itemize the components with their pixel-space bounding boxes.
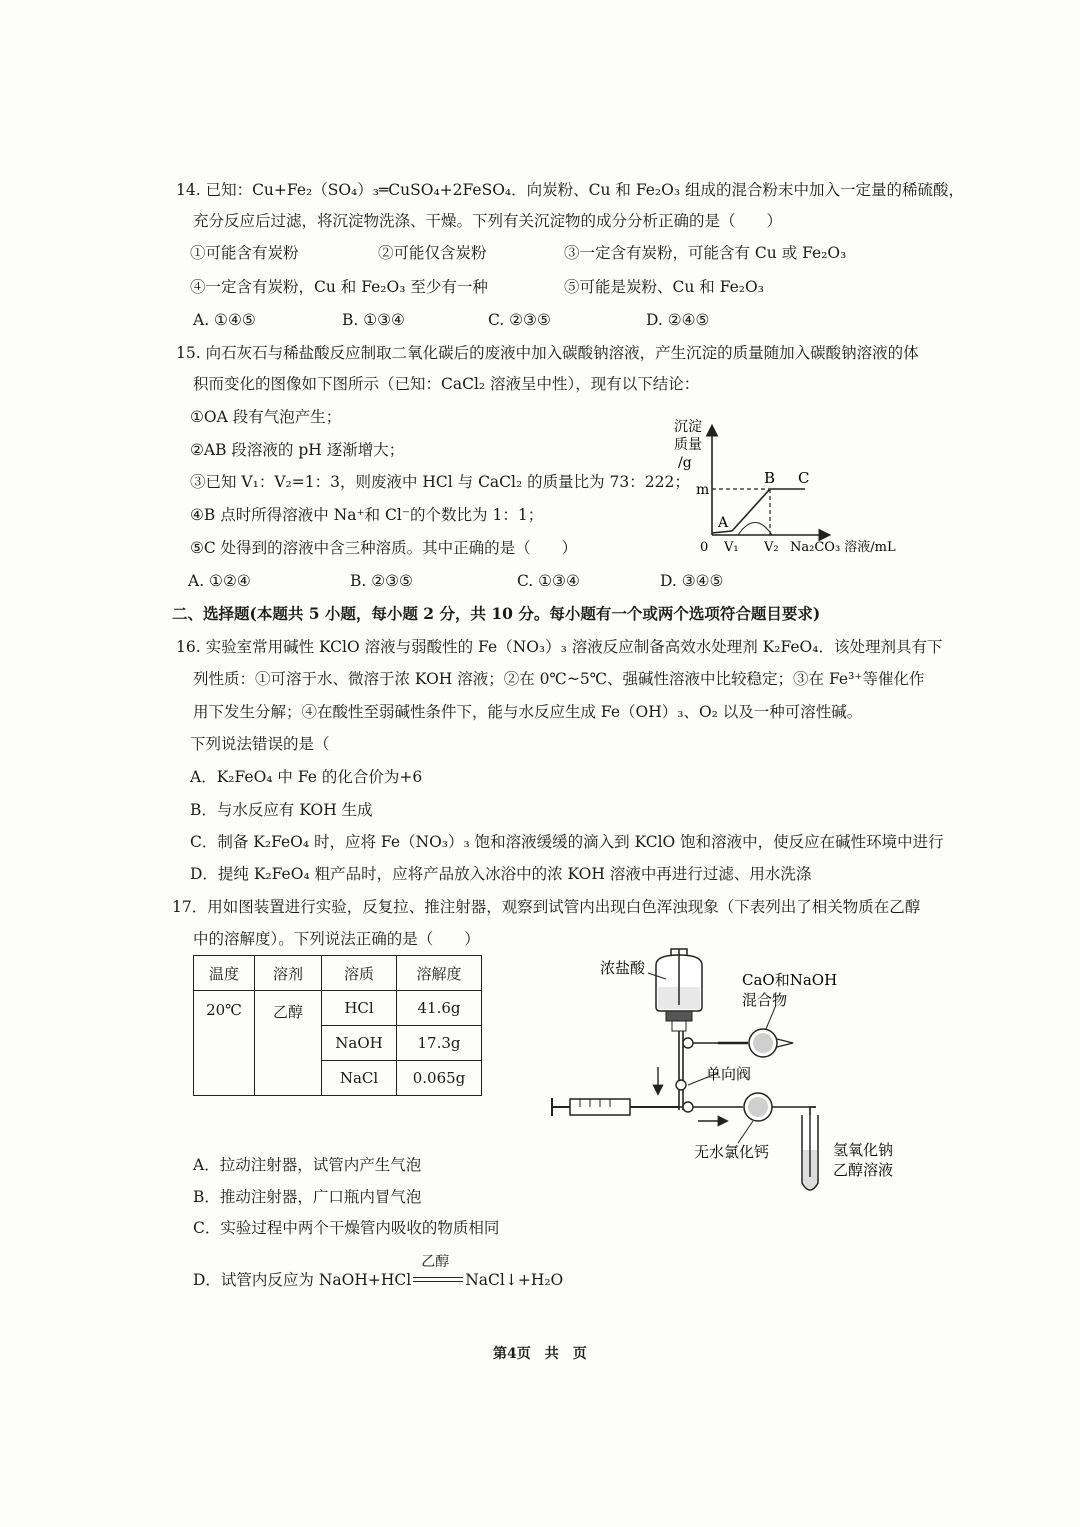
q16-option-a[interactable]: A．K₂FeO₄ 中 Fe 的化合价为+6 [190, 768, 423, 786]
label-drier-1b: 混合物 [742, 991, 788, 1009]
graph-label-b: B [764, 469, 776, 487]
q16-option-b[interactable]: B．与水反应有 KOH 生成 [190, 801, 373, 819]
label-solution-2: 乙醇溶液 [833, 1161, 894, 1179]
header-solvent: 溶剂 [255, 956, 322, 991]
q16-option-c[interactable]: C．制备 K₂FeO₄ 时，应将 Fe（NO₃）₃ 饱和溶液缓缓的滴入到 KClO 饱和溶液中，使反应在碱性环境中进行 [190, 833, 944, 851]
v-arc [738, 523, 772, 536]
q15-option-b[interactable]: B. ②③⑤ [350, 572, 413, 590]
q14-statement-3: ③一定含有炭粉，可能含有 Cu 或 Fe₂O₃ [564, 244, 847, 262]
reaction-condition-arrow [411, 1254, 465, 1290]
syringe[interactable] [552, 1098, 679, 1116]
q15-stem-line2: 积而变化的图像如下图所示（已知：CaCl₂ 溶液呈中性），现有以下结论： [193, 375, 700, 393]
hcl-bottle [656, 949, 702, 1031]
drying-tube-1 [718, 1029, 793, 1057]
q16-stem-line4: 下列说法错误的是（ [190, 735, 330, 753]
q17-option-d-right: NaCl↓+H₂O [465, 1271, 564, 1289]
cell-solubility: 17.3g [397, 1026, 482, 1061]
q17-option-b[interactable]: B．推动注射器，广口瓶内冒气泡 [193, 1188, 422, 1206]
header-solubility: 溶解度 [397, 956, 482, 991]
graph-ylabel-2: 质量 [674, 437, 702, 453]
label-conc-hcl: 浓盐酸 [600, 959, 646, 977]
q15-option-d[interactable]: D. ③④⑤ [660, 572, 724, 590]
q14-option-a[interactable]: A. ①④⑤ [193, 311, 256, 329]
q17-option-d-left: D．试管内反应为 NaOH+HCl [193, 1271, 412, 1289]
solubility-table [193, 955, 482, 1096]
valve-icon [676, 1080, 686, 1090]
label-drier-1a: CaO和NaOH [742, 971, 838, 989]
q16-option-d[interactable]: D．提纯 K₂FeO₄ 粗产品时，应将产品放入冰浴中的浓 KOH 溶液中再进行过滤、用水洗涤 [190, 865, 812, 883]
q15-precipitate-graph [660, 405, 900, 565]
q15-option-c[interactable]: C. ①③④ [517, 572, 580, 590]
curve-ab [732, 489, 770, 531]
graph-label-m: m [696, 482, 710, 498]
q15-conclusion-1: ①OA 段有气泡产生； [190, 408, 342, 426]
page-footer: 第4页 共 页 [493, 1346, 587, 1362]
q14-option-d[interactable]: D. ②④⑤ [646, 311, 710, 329]
q17-option-d[interactable] [193, 1254, 564, 1290]
q16-stem-line3: 用下发生分解；④在酸性至弱碱性条件下，能与水反应生成 Fe（OH）₃、O₂ 以及一种可溶性碱。 [193, 703, 863, 721]
q14-option-c[interactable]: C. ②③⑤ [488, 311, 551, 329]
cell-solvent: 乙醇 [255, 991, 322, 1096]
q17-stem-line2: 中的溶解度）。下列说法正确的是（ ） [193, 930, 480, 948]
cell-solute: HCl [322, 991, 397, 1026]
q14-statement-1: ①可能含有炭粉 [190, 244, 299, 262]
q17-option-a[interactable]: A．拉动注射器，试管内产生气泡 [193, 1156, 422, 1174]
valve-icon [683, 1102, 693, 1112]
q15-option-a[interactable]: A. ①②④ [188, 572, 251, 590]
header-solute: 溶质 [322, 956, 397, 991]
cell-solute: NaOH [322, 1026, 397, 1061]
q16-stem-line2: 列性质：①可溶于水、微溶于浓 KOH 溶液；②在 0℃~5℃、强碱性溶液中比较稳定；③在 Fe³⁺等催化作 [193, 670, 925, 688]
q17-apparatus-diagram [548, 935, 918, 1205]
q14-statement-2: ②可能仅含炭粉 [378, 244, 487, 262]
valve-icon [683, 1038, 693, 1048]
cell-solubility: 41.6g [397, 991, 482, 1026]
graph-label-a: A [718, 515, 729, 531]
label-solution-1: 氢氧化钠 [833, 1141, 894, 1159]
cell-temperature: 20℃ [194, 991, 255, 1096]
q14-statement-4: ④一定含有炭粉，Cu 和 Fe₂O₃ 至少有一种 [190, 278, 488, 296]
q17-stem-line1: 17．用如图装置进行实验，反复拉、推注射器，观察到试管内出现白色浑浊现象（下表列出了相关物质在乙醇 [172, 898, 921, 916]
q14-statement-5: ⑤可能是炭粉、Cu 和 Fe₂O₃ [564, 278, 764, 296]
q15-conclusion-5: ⑤C 处得到的溶液中含三种溶质。其中正确的是（ ） [190, 539, 578, 557]
label-check-valve: 单向阀 [706, 1065, 752, 1083]
graph-ylabel-1: 沉淀 [674, 419, 702, 435]
cell-solubility: 0.065g [397, 1061, 482, 1096]
section-2-heading: 二、选择题(本题共 5 小题，每小题 2 分，共 10 分。每小题有一个或两个选项符合题目要求) [172, 604, 821, 623]
curve-oa [712, 531, 732, 533]
q15-conclusion-4: ④B 点时所得溶液中 Na⁺和 Cl⁻的个数比为 1：1； [190, 506, 544, 524]
reaction-condition: 乙醇 [421, 1254, 450, 1270]
graph-ylabel-3: /g [678, 455, 692, 471]
leader-line [738, 1121, 753, 1143]
q15-conclusion-3: ③已知 V₁：V₂=1：3，则废液中 HCl 与 CaCl₂ 的质量比为 73：222； [190, 473, 690, 491]
graph-xlabel: Na₂CO₃ 溶液/mL [790, 540, 896, 555]
q15-conclusion-2: ②AB 段溶液的 pH 逐渐增大； [190, 441, 405, 459]
q14-stem-line2: 充分反应后过滤，将沉淀物洗涤、干燥。下列有关沉淀物的成分分析正确的是（ ） [193, 212, 783, 230]
graph-label-v2: V₂ [764, 540, 779, 555]
graph-label-origin: 0 [700, 540, 709, 555]
q16-stem-line1: 16. 实验室常用碱性 KClO 溶液与弱酸性的 Fe（NO₃）₃ 溶液反应制备高效水处理剂 K₂FeO₄．该处理剂具有下 [176, 638, 943, 656]
cell-solute: NaCl [322, 1061, 397, 1096]
graph-label-v1: V₁ [724, 540, 739, 555]
q15-stem-line1: 15. 向石灰石与稀盐酸反应制取二氧化碳后的废液中加入碳酸钠溶液，产生沉淀的质量随加入碳酸钠溶液的体 [176, 344, 919, 362]
q14-stem-line1: 14. 已知：Cu+Fe₂（SO₄）₃═CuSO₄+2FeSO₄．向炭粉、Cu 和 Fe₂O₃ 组成的混合粉末中加入一定量的稀硫酸， [176, 181, 964, 199]
graph-label-c: C [798, 469, 810, 487]
header-temperature: 温度 [194, 956, 255, 991]
test-tube [802, 1107, 818, 1190]
label-drier-2: 无水氯化钙 [694, 1143, 770, 1161]
q14-option-b[interactable]: B. ①③④ [342, 311, 405, 329]
q17-option-c[interactable]: C．实验过程中两个干燥管内吸收的物质相同 [193, 1219, 500, 1237]
